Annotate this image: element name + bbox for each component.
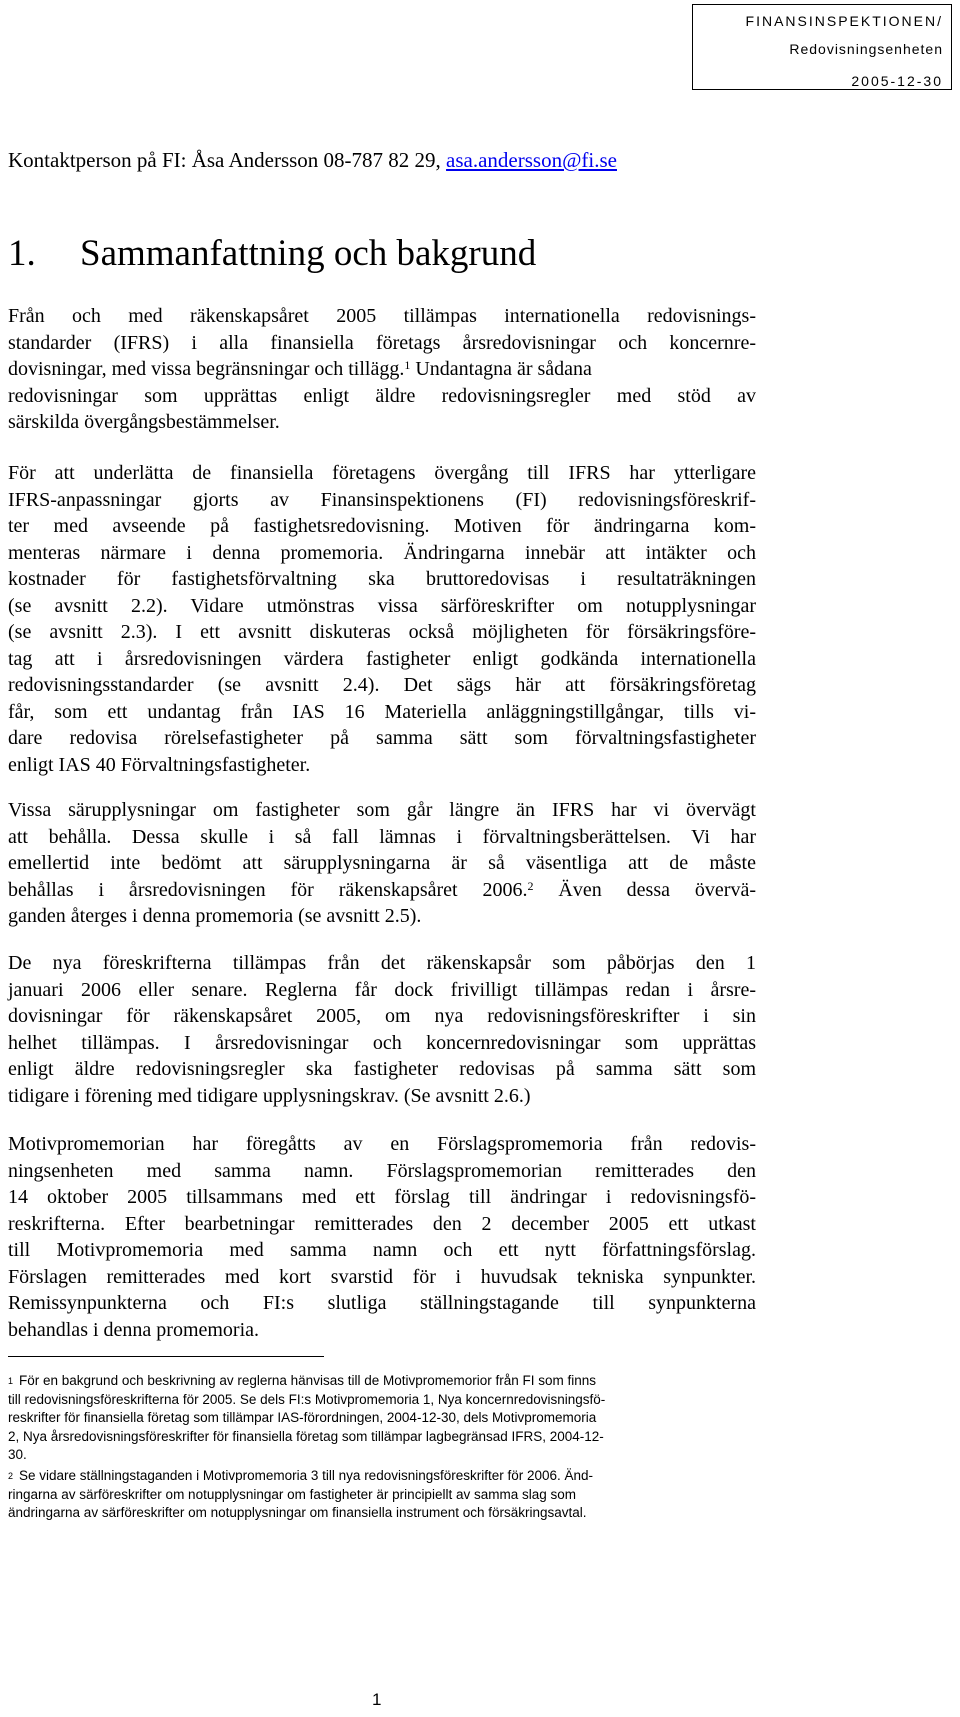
- text-line: (se avsnitt 2.2). Vidare utmönstras vissa särföreskrifter om notupplysningar: [8, 594, 756, 617]
- text-line: Från och med räkenskapsåret 2005 tillämpas internationella redovisnings-: [8, 305, 756, 327]
- header-organization: FINANSINSPEKTIONEN/: [745, 13, 943, 29]
- text-line: reskrifterna. Efter bearbetningar remitterades den 2 december 2005 ett utkast: [8, 1212, 756, 1235]
- text-line: januari 2006 eller senare. Reglerna får dock frivilligt tillämpas redan i årsre-: [8, 978, 756, 1001]
- section-title: Sammanfattning och bakgrund: [80, 233, 537, 274]
- paragraph-3: [8, 797, 756, 930]
- text-line: särskilda övergångsbestämmelser.: [8, 411, 280, 433]
- text-line: till Motivpromemoria med samma namn och ett nytt författningsförslag.: [8, 1239, 756, 1261]
- text-line: menteras närmare i denna promemoria. Ändringarna innebär att intäkter och: [8, 541, 756, 564]
- text-line: kostnader för fastighetsförvaltning ska bruttoredovisas i resultaträkningen: [8, 568, 756, 590]
- footnote-line: $^1$ För en bakgrund och beskrivning av reglerna hänvisas till de Motivpromemorior från FI som finns: [8, 1373, 597, 1388]
- text-line: standarder (IFRS) i alla finansiella företags årsredovisningar och koncernre-: [8, 331, 756, 354]
- text-line: Remissynpunkterna och FI:s slutliga ställningstagande till synpunkterna: [8, 1292, 756, 1314]
- text-line: De nya föreskrifterna tillämpas från det räkenskapsår som påbörjas den 1: [8, 952, 756, 974]
- footnote-line: 30.: [8, 1447, 27, 1462]
- text-line: redovisningar som upprättas enligt äldre redovisningsregler med stöd av: [8, 384, 756, 407]
- paragraph-5: [8, 1131, 756, 1343]
- text-line: (se avsnitt 2.3). I ett avsnitt diskuteras också möjligheten för försäkringsföre-: [8, 621, 756, 643]
- contact-line: [8, 148, 617, 173]
- footnote-line: till redovisningsföreskrifterna för 2005. Se dels FI:s Motivpromemoria 1, Nya koncernredovisningsfö-: [8, 1391, 606, 1407]
- text-line: Motivpromemorian har föregåtts av en Förslagspromemoria från redovis-: [8, 1133, 756, 1155]
- text-line: tag att i årsredovisningen värdera fastigheter enligt godkända internationella: [8, 647, 756, 670]
- text-line: behandlas i denna promemoria.: [8, 1318, 260, 1341]
- footnote-line: ändringarna av särföreskrifter om notupplysningar om finansiella instrument och försäkringsavtal.: [8, 1505, 587, 1520]
- text-line: Vissa särupplysningar om fastigheter som går längre än IFRS har vi övervägt: [8, 799, 756, 821]
- text-line: ter med avseende på fastighetsredovisning. Motiven för ändringarna kom-: [8, 515, 756, 537]
- paragraph-1: [8, 303, 756, 436]
- text-line: För att underlätta de finansiella företagens övergång till IFRS har ytterligare: [8, 462, 756, 484]
- text-line: Förslagen remitterades med kort svarstid för i huvudsak tekniska synpunkter.: [8, 1265, 756, 1288]
- footnote-2: [8, 1467, 760, 1523]
- text-line: får, som ett undantag från IAS 16 Materiella anläggningstillgångar, tills vi-: [8, 700, 756, 723]
- footnote-line: reskrifter för finansiella företag som tillämpar IAS-förordningen, 2004-12-30, dels Motivpromemoria: [8, 1410, 597, 1425]
- document-header-box: [692, 4, 952, 90]
- contact-text: Kontaktperson på FI: Åsa Andersson 08-787 82 29,: [8, 148, 441, 172]
- footnote-line: $^2$ Se vidare ställningstaganden i Motivpromemoria 3 till nya redovisningsföreskrifter för 2006. Änd-: [8, 1468, 594, 1483]
- text-line: ganden återges i denna promemoria (se avsnitt 2.5).: [8, 905, 422, 927]
- text-line: enligt IAS 40 Förvaltningsfastigheter.: [8, 753, 311, 776]
- text-line: 14 oktober 2005 tillsammans med ett förslag till ändringar i redovisningsfö-: [8, 1186, 756, 1208]
- text-line: dare redovisa rörelsefastigheter på samma sätt som förvaltningsfastigheter: [8, 727, 756, 749]
- paragraph-2: [8, 460, 756, 778]
- text-line: tidigare i förening med tidigare upplysningskrav. (Se avsnitt 2.6.): [8, 1084, 531, 1107]
- footnote-ref-2: 2: [527, 878, 534, 893]
- contact-email-link[interactable]: asa.andersson@fi.se: [446, 148, 617, 172]
- text-line: enligt äldre redovisningsregler ska fastigheter redovisas på samma sätt som: [8, 1058, 756, 1080]
- text-line: dovisningar för räkenskapsåret 2005, om nya redovisningsföreskrifter i sin: [8, 1005, 756, 1027]
- header-unit: Redovisningsenheten: [789, 41, 943, 57]
- paragraph-4: [8, 950, 756, 1109]
- text-line: helhet tillämpas. I årsredovisningar och koncernredovisningar som upprättas: [8, 1031, 756, 1054]
- footnote-divider: [8, 1356, 324, 1357]
- text-line: dovisningar, med vissa begränsningar och tillägg.$^1$ Undantagna är sådana: [8, 358, 592, 380]
- text-line: behållas i årsredovisningen för räkenskapsåret 2006.$^2$ Även dessa övervä-: [8, 878, 756, 901]
- header-date: 2005-12-30: [851, 73, 943, 89]
- section-number: 1.: [8, 233, 36, 274]
- text-line: emellertid inte bedömt att särupplysningarna är så väsentliga att de måste: [8, 852, 756, 874]
- footnote-1: [8, 1372, 760, 1465]
- footnote-ref-1: 1: [404, 358, 411, 372]
- text-line: att behålla. Dessa skulle i så fall lämnas i förvaltningsberättelsen. Vi har: [8, 825, 756, 848]
- footnote-mark: 2: [8, 1471, 14, 1481]
- text-line: ningsenheten med samma namn. Förslagspromemorian remitterades den: [8, 1159, 756, 1182]
- section-heading: [8, 232, 536, 275]
- text-line: IFRS-anpassningar gjorts av Finansinspektionens (FI) redovisningsföreskrif-: [8, 488, 756, 511]
- footnote-line: 2, Nya årsredovisningsföreskrifter för finansiella företag som tillämpar lagbegränsad IFRS, 2004-12-: [8, 1428, 604, 1444]
- footnote-line: ringarna av särföreskrifter om notupplysningar om fastigheter är principiellt av samma slag som: [8, 1486, 576, 1502]
- text-line: redovisningsstandarder (se avsnitt 2.4). Det sägs här att försäkringsföretag: [8, 674, 756, 696]
- page-number: 1: [372, 1690, 382, 1709]
- footnote-mark: 1: [8, 1376, 14, 1386]
